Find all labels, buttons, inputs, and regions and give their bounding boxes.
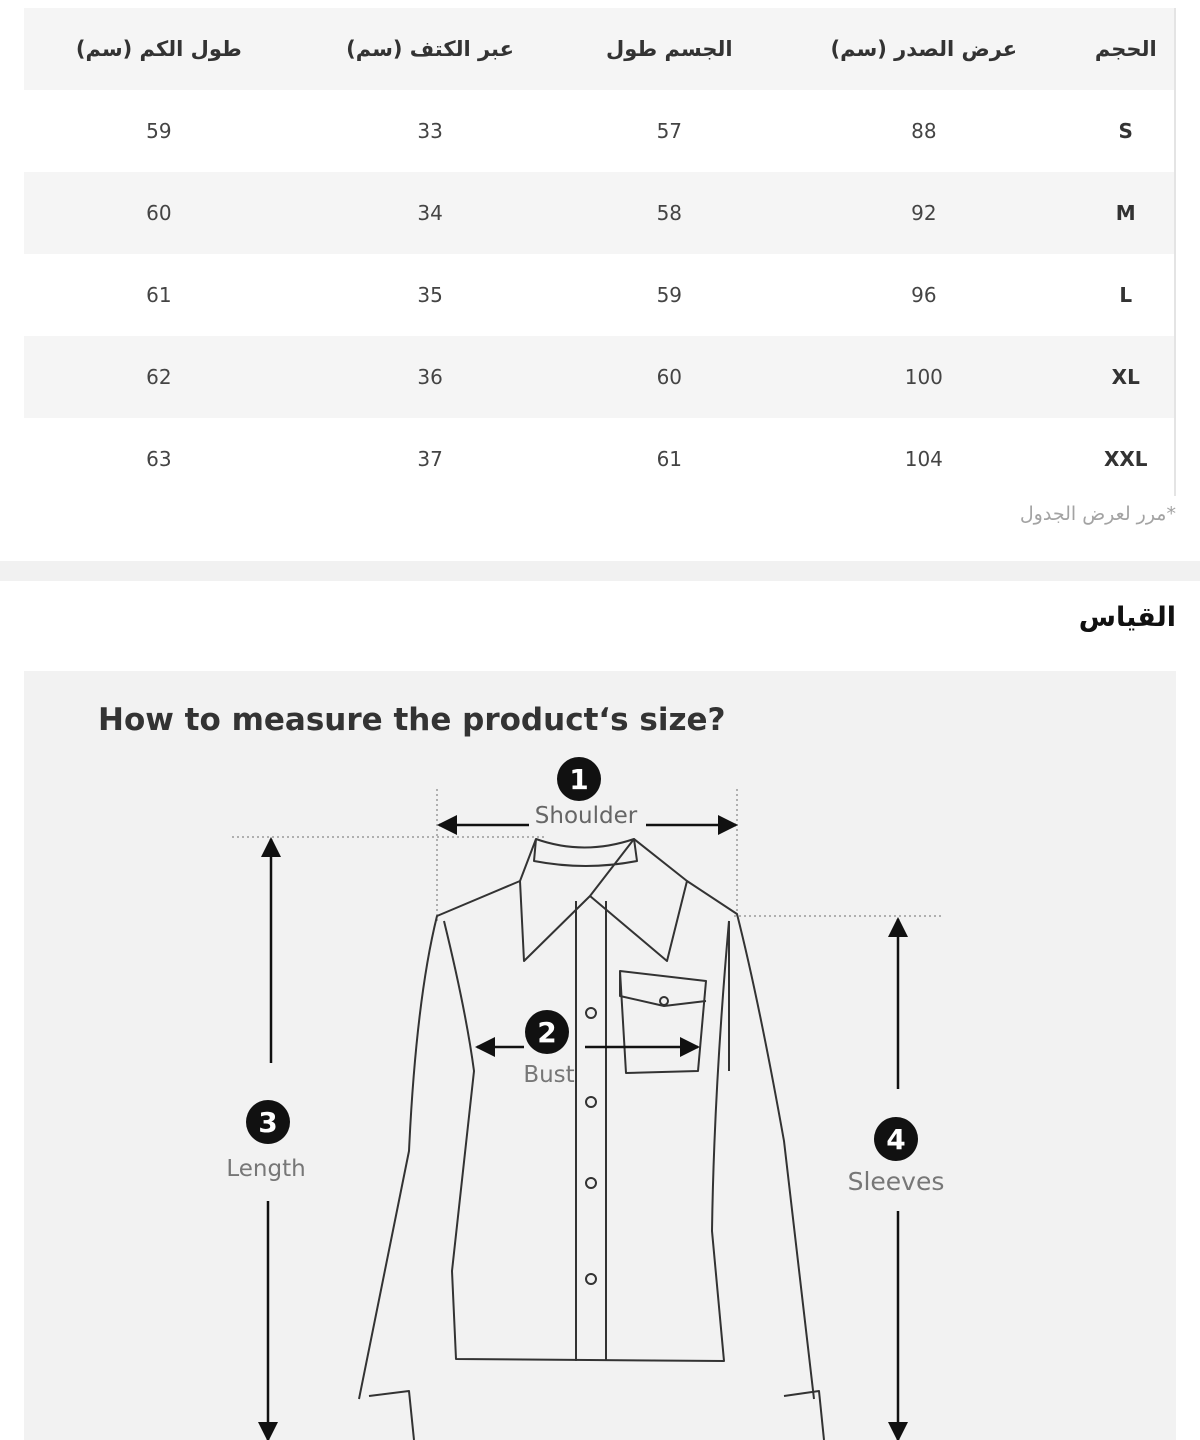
bust-number: 2 [537,1016,557,1049]
measurement-figure [24,671,1176,1440]
size-cell: XXL [1103,447,1148,471]
scroll-hint: *مرر لعرض الجدول [1019,503,1176,525]
sleeve-cell: 59 [146,119,172,143]
shoulder-number: 1 [569,763,589,796]
header-size: الحجم [1094,37,1157,61]
shirt-outline [359,839,824,1440]
bust-label: Bust [523,1062,575,1088]
size-cell: S [1118,119,1133,143]
length-number: 3 [258,1106,278,1139]
chest-cell: 104 [904,447,943,471]
table-row [24,254,1176,336]
sleeve-cell: 62 [146,365,172,389]
table-header-row [24,8,1176,90]
size-cell: XL [1111,365,1140,389]
shirt-diagram [24,671,1176,1440]
body-length-cell: 57 [656,119,683,143]
sleeve-cell: 63 [146,447,172,471]
sleeve-cell: 61 [146,283,172,307]
table-row [24,418,1176,500]
chest-cell: 92 [911,201,937,225]
chest-cell: 88 [911,119,937,143]
sleeves-number: 4 [886,1123,906,1156]
table-scroll-edge [1174,8,1176,496]
table-row [24,172,1176,254]
section-divider [0,561,1200,581]
chest-cell: 100 [904,365,943,389]
sleeve-cell: 60 [146,201,172,225]
length-label: Length [226,1156,306,1182]
shoulder-cell: 34 [417,201,443,225]
body-length-cell: 60 [656,365,683,389]
chest-cell: 96 [911,283,937,307]
body-length-cell: 58 [656,201,683,225]
body-length-cell: 59 [656,283,683,307]
header-shoulder: عبر الكتف (سم) [346,37,514,61]
shoulder-cell: 35 [417,283,443,307]
table-row [24,336,1176,418]
size-chart-table [24,8,1176,500]
header-sleeve: طول الكم (سم) [75,37,242,61]
shoulder-cell: 37 [417,447,443,471]
size-cell: L [1119,283,1133,307]
shoulder-measure [439,757,736,829]
shoulder-label: Shoulder [534,803,638,829]
size-cell: M [1115,201,1136,225]
shoulder-cell: 33 [417,119,443,143]
sleeves-label: Sleeves [847,1167,945,1196]
header-body-length: الجسم طول [606,37,733,61]
measurement-section-title: القياس [1078,602,1176,633]
length-measure [226,839,305,1440]
body-length-cell: 61 [656,447,683,471]
sleeves-measure [848,919,945,1440]
table-row [24,90,1176,172]
header-chest: عرض الصدر (سم) [830,37,1018,61]
bust-measure [477,1010,698,1088]
shoulder-cell: 36 [417,365,443,389]
shirt-buttons [586,997,668,1284]
figure-title: How to measure the product‘s size? [98,702,726,738]
